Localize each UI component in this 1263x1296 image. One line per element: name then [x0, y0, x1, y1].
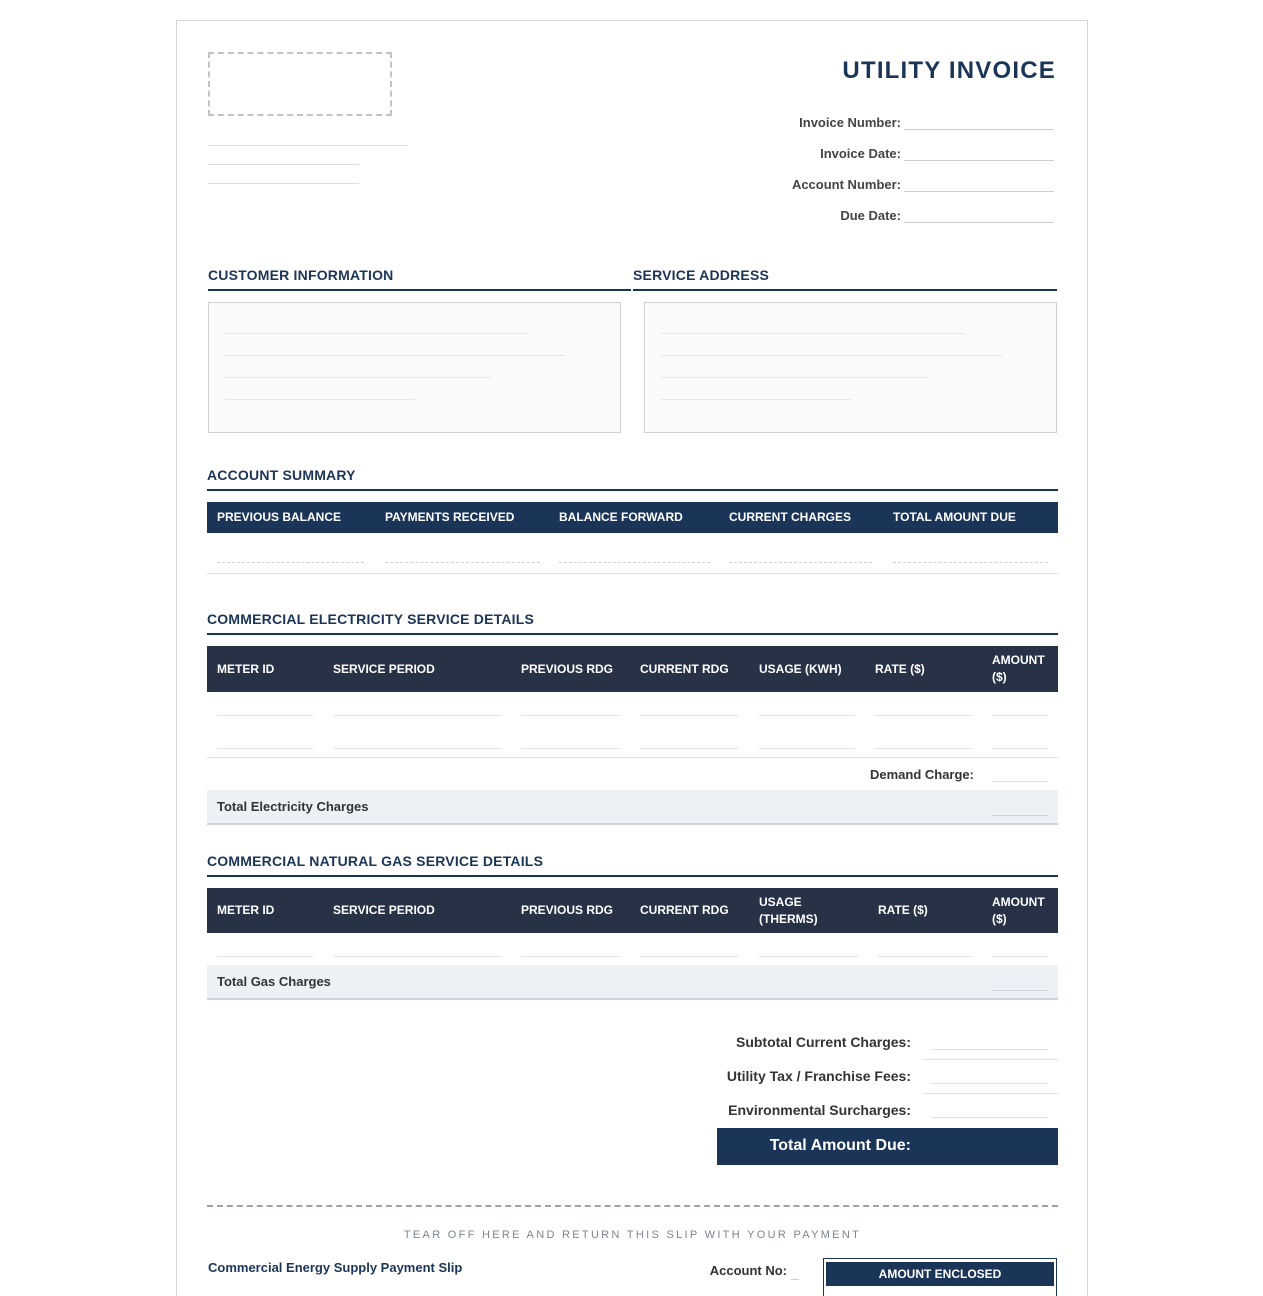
section-divider [208, 289, 631, 291]
column-header: USAGE (KWH) [759, 661, 842, 676]
row-divider [922, 1093, 1058, 1094]
row-divider [207, 573, 1058, 574]
service-period-field[interactable] [333, 715, 501, 716]
column-header: AMOUNT ($) [992, 894, 1045, 926]
customer-info-box[interactable] [208, 302, 621, 433]
section-divider [207, 489, 1058, 491]
account-number-row [724, 172, 1054, 192]
meter-id-field[interactable] [217, 715, 313, 716]
column-header: CURRENT CHARGES [729, 510, 852, 524]
due-date-label: Due Date: [840, 208, 901, 223]
column-header: METER ID [217, 903, 275, 917]
column-header: AMOUNT ($) [992, 653, 1045, 684]
previous-reading-field[interactable] [521, 956, 620, 957]
due-date-field[interactable] [904, 205, 1054, 223]
invoice-page [176, 20, 1088, 1296]
service-address-heading: SERVICE ADDRESS [633, 267, 770, 283]
payments-received-field[interactable] [385, 562, 540, 563]
column-header: PREVIOUS RDG [521, 903, 614, 917]
current-reading-field[interactable] [640, 715, 739, 716]
invoice-date-field[interactable] [904, 143, 1054, 161]
rate-field[interactable] [875, 715, 972, 716]
invoice-number-row [724, 110, 1054, 130]
meter-id-field[interactable] [217, 956, 313, 957]
company-address-line[interactable] [208, 164, 359, 165]
slip-account-label: Account No: [709, 1263, 787, 1278]
company-logo-placeholder[interactable] [208, 52, 392, 116]
previous-reading-field[interactable] [521, 748, 620, 749]
tax-label: Utility Tax / Franchise Fees: [726, 1068, 911, 1084]
environmental-label: Environmental Surcharges: [728, 1102, 911, 1118]
section-divider [207, 633, 1058, 635]
invoice-title: UTILITY INVOICE [842, 57, 1056, 84]
electricity-total-field[interactable] [992, 815, 1048, 816]
service-period-field[interactable] [333, 748, 501, 749]
subtotal-field[interactable] [931, 1049, 1048, 1050]
column-header: PAYMENTS RECEIVED [385, 510, 515, 524]
column-header: CURRENT RDG [640, 661, 729, 676]
demand-charge-label: Demand Charge: [869, 767, 974, 782]
environmental-field[interactable] [931, 1117, 1048, 1118]
column-header: RATE ($) [875, 661, 925, 676]
gas-total-row [207, 965, 1058, 1000]
column-header: USAGE (THERMS) [759, 894, 818, 926]
rate-field[interactable] [878, 956, 972, 957]
column-header: CURRENT RDG [640, 903, 729, 917]
usage-field[interactable] [759, 956, 858, 957]
amount-field[interactable] [992, 956, 1048, 957]
electricity-table-header [207, 646, 1058, 692]
current-reading-field[interactable] [640, 748, 739, 749]
tear-off-line [207, 1205, 1058, 1207]
amount-field[interactable] [992, 715, 1048, 716]
column-header: SERVICE PERIOD [333, 903, 435, 917]
account-number-field[interactable] [904, 174, 1054, 192]
demand-charge-field[interactable] [992, 781, 1048, 782]
grand-total-label: Total Amount Due: [769, 1137, 911, 1154]
amount-enclosed-header: AMOUNT ENCLOSED [826, 1262, 1054, 1286]
column-header: BALANCE FORWARD [559, 510, 683, 524]
account-summary-heading: ACCOUNT SUMMARY [207, 467, 356, 483]
gas-total-field[interactable] [992, 990, 1048, 991]
service-period-field[interactable] [333, 956, 501, 957]
current-reading-field[interactable] [640, 956, 739, 957]
previous-reading-field[interactable] [521, 715, 620, 716]
meter-id-field[interactable] [217, 748, 313, 749]
rate-field[interactable] [875, 748, 972, 749]
gas-total-label: Total Gas Charges [217, 974, 331, 989]
section-divider [633, 289, 1057, 291]
invoice-number-label: Invoice Number: [799, 115, 901, 130]
slip-account-field[interactable] [791, 1279, 799, 1280]
invoice-date-label: Invoice Date: [820, 146, 901, 161]
column-header: PREVIOUS BALANCE [217, 510, 342, 524]
electricity-heading: COMMERCIAL ELECTRICITY SERVICE DETAILS [207, 611, 535, 627]
electricity-total-label: Total Electricity Charges [217, 799, 369, 814]
account-summary-header [207, 502, 1058, 533]
row-divider [207, 757, 1058, 758]
service-address-box[interactable] [644, 302, 1057, 433]
column-header: TOTAL AMOUNT DUE [893, 510, 1016, 524]
column-header: METER ID [217, 661, 275, 676]
gas-table-header [207, 888, 1058, 933]
column-header: SERVICE PERIOD [333, 661, 435, 676]
usage-field[interactable] [759, 715, 855, 716]
previous-balance-field[interactable] [217, 562, 364, 563]
amount-enclosed-box[interactable] [823, 1258, 1057, 1296]
tax-field[interactable] [931, 1083, 1048, 1084]
usage-field[interactable] [759, 748, 855, 749]
electricity-total-row [207, 790, 1058, 825]
invoice-number-field[interactable] [904, 112, 1054, 130]
row-divider [922, 1059, 1058, 1060]
section-divider [207, 875, 1058, 877]
column-header: PREVIOUS RDG [521, 661, 614, 676]
due-date-row [724, 203, 1054, 223]
customer-info-heading: CUSTOMER INFORMATION [208, 267, 394, 283]
gas-heading: COMMERCIAL NATURAL GAS SERVICE DETAILS [207, 853, 544, 869]
invoice-date-row [724, 141, 1054, 161]
account-number-label: Account Number: [791, 177, 901, 192]
grand-total-bar [717, 1128, 1058, 1165]
tear-off-note: TEAR OFF HERE AND RETURN THIS SLIP WITH YOUR PAYMENT [403, 1229, 862, 1241]
company-address-line[interactable] [208, 183, 359, 184]
total-amount-due-field[interactable] [893, 562, 1048, 563]
amount-field[interactable] [992, 748, 1048, 749]
subtotal-label: Subtotal Current Charges: [735, 1034, 911, 1050]
column-header: RATE ($) [878, 903, 928, 917]
company-address-line[interactable] [208, 145, 408, 146]
current-charges-field[interactable] [729, 562, 872, 563]
balance-forward-field[interactable] [559, 562, 710, 563]
slip-title: Commercial Energy Supply Payment Slip [208, 1260, 463, 1275]
